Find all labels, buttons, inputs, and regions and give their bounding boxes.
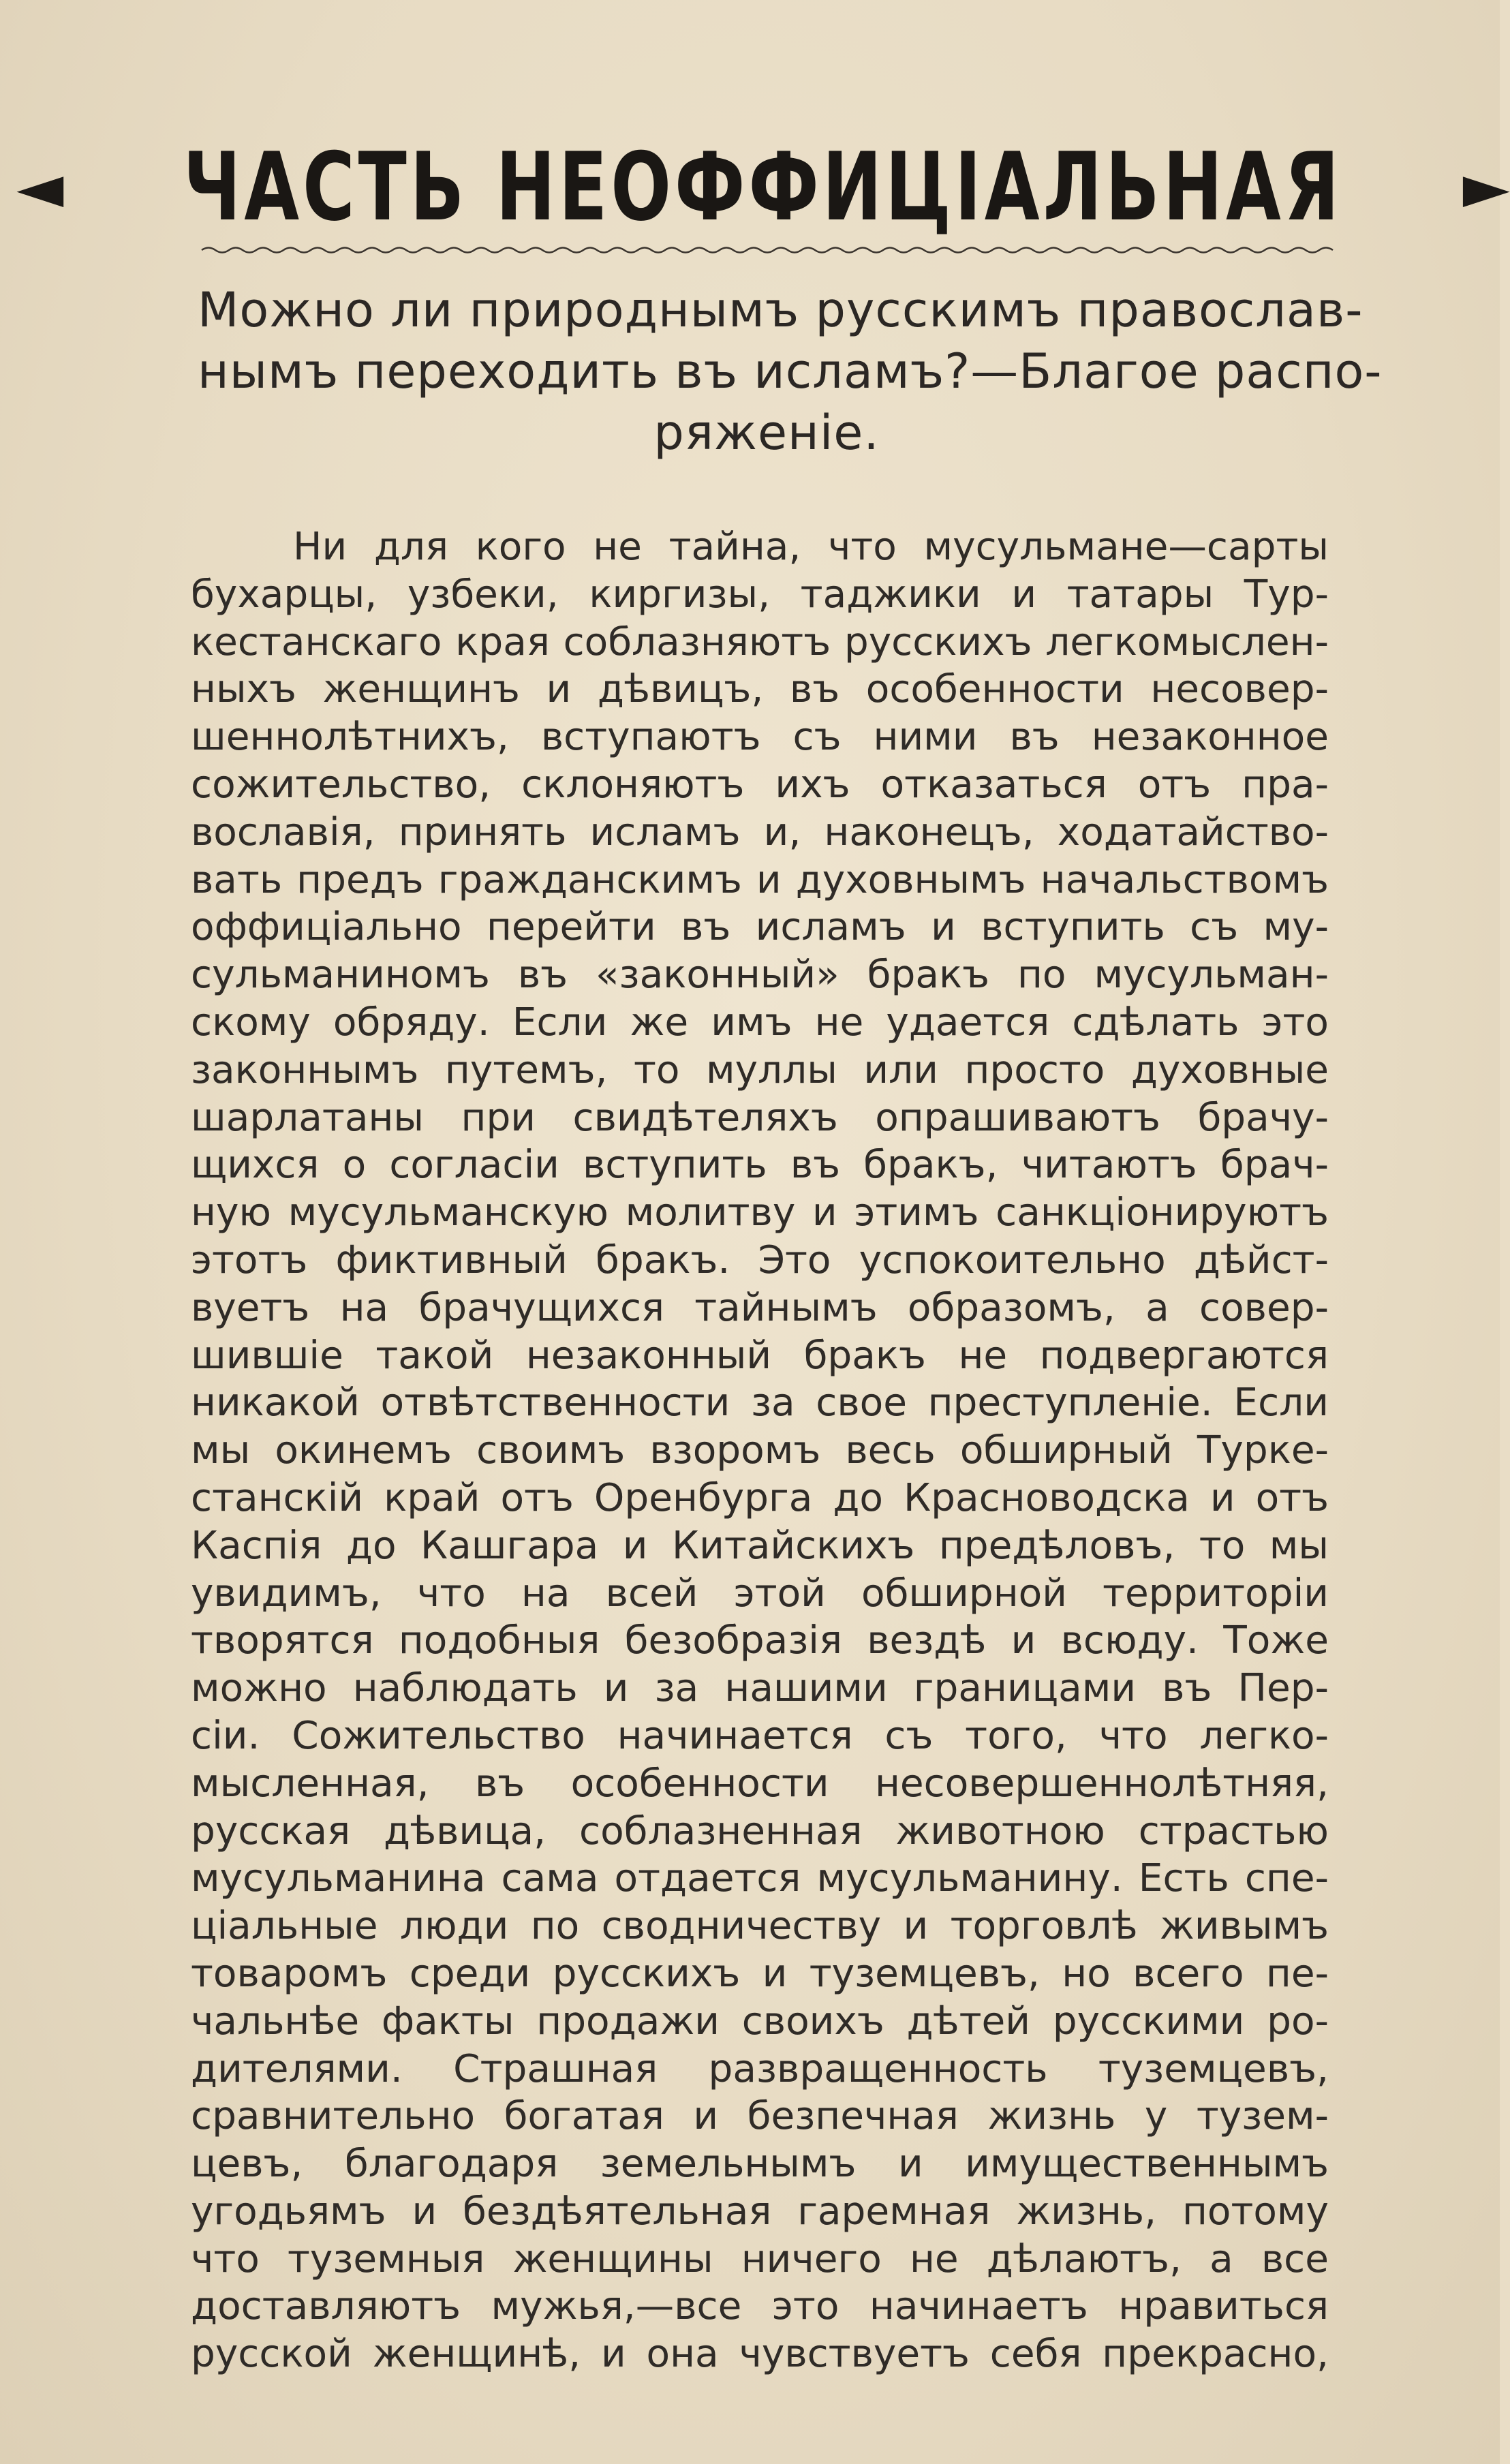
body-line: оффиціально перейти въ исламъ и вступить съ му-	[191, 905, 1329, 950]
body-line: законнымъ путемъ, то муллы или просто духовные	[191, 1047, 1329, 1092]
article-heading	[198, 279, 1383, 463]
body-line: шарлатаны при свидѣтеляхъ опрашиваютъ брачу-	[191, 1095, 1329, 1140]
body-line: сіи. Сожительство начинается съ того, что легко-	[191, 1713, 1329, 1758]
body-line: щихся о согласіи вступить въ бракъ, читаютъ брач-	[191, 1143, 1329, 1188]
body-line: Каспія до Кашгара и Китайскихъ предѣловъ, то мы	[191, 1523, 1329, 1568]
body-line: чальнѣе факты продажи своихъ дѣтей русскими ро-	[191, 1999, 1329, 2044]
heading-line: ряженіе.	[653, 405, 880, 461]
body-line: сожительство, склоняютъ ихъ отказаться отъ пра-	[191, 762, 1329, 807]
article-body	[191, 523, 1329, 2378]
heading-line: Можно ли природнымъ русскимъ православ-	[198, 282, 1363, 338]
body-line: кестанскаго края соблазняютъ русскихъ легкомыслен-	[191, 619, 1329, 664]
body-line: мысленная, въ особенности несовершеннолѣтняя,	[191, 1761, 1329, 1806]
wavy-divider-icon	[202, 244, 1333, 256]
body-line: сравнительно богатая и безпечная жизнь у тузем-	[191, 2094, 1329, 2139]
body-line: ную мусульманскую молитву и этимъ санкціонируютъ	[191, 1190, 1329, 1235]
section-header	[16, 132, 1510, 242]
body-line: вославія, принять исламъ и, наконецъ, ходатайство-	[191, 810, 1329, 854]
body-line: творятся подобныя безобразія вездѣ и всюду. Тоже	[191, 1618, 1329, 1663]
body-line: русской женщинѣ, и она чувствуетъ себя прекрасно,	[191, 2332, 1329, 2377]
body-line: доставляютъ мужья,—все это начинаетъ нравиться	[191, 2284, 1329, 2329]
body-line: угодьямъ и бездѣятельная гаремная жизнь, потому	[191, 2189, 1329, 2234]
body-line: скому обряду. Если же имъ не удается сдѣлать это	[191, 1000, 1329, 1045]
body-line: бухарцы, узбеки, киргизы, таджики и татары Тур-	[191, 572, 1329, 617]
right-ornament-icon: ►	[1462, 151, 1510, 223]
body-line: вуетъ на брачущихся тайнымъ образомъ, а совер-	[191, 1285, 1329, 1330]
body-line: ціальные люди по сводничеству и торговлѣ живымъ	[191, 1904, 1329, 1949]
body-line: вать предъ гражданскимъ и духовнымъ начальствомъ	[191, 857, 1329, 902]
body-line: шеннолѣтнихъ, вступаютъ съ ними въ незаконное	[191, 715, 1329, 760]
body-line: увидимъ, что на всей этой обширной территоріи	[191, 1571, 1329, 1616]
body-line: товаромъ среди русскихъ и туземцевъ, но всего пе-	[191, 1951, 1329, 1996]
body-line: ныхъ женщинъ и дѣвицъ, въ особенности несовер-	[191, 667, 1329, 712]
body-line: мусульманина сама отдается мусульманину. Есть спе-	[191, 1856, 1329, 1901]
body-line: никакой отвѣтственности за свое преступленіе. Если	[191, 1381, 1329, 1426]
body-line: русская дѣвица, соблазненная животною страстью	[191, 1808, 1329, 1853]
body-line: станскій край отъ Оренбурга до Красноводска и отъ	[191, 1475, 1329, 1520]
body-line: дителями. Страшная развращенность туземцевъ,	[191, 2046, 1329, 2091]
heading-line: нымъ переходить въ исламъ?—Благое распо-	[198, 343, 1383, 399]
body-line: Ни для кого не тайна, что мусульмане—сарты	[293, 525, 1329, 569]
body-line: можно наблюдать и за нашими границами въ Пер-	[191, 1666, 1329, 1711]
decorative-rule	[202, 244, 1333, 256]
body-line: что туземныя женщины ничего не дѣлаютъ, а все	[191, 2236, 1329, 2281]
body-line: мы окинемъ своимъ взоромъ весь обширный Турке-	[191, 1428, 1329, 1473]
left-ornament-icon: ◄	[16, 151, 64, 223]
body-line: цевъ, благодаря земельнымъ и имущественнымъ	[191, 2142, 1329, 2187]
section-title: ЧАСТЬ НЕОФФИЦІАЛЬНАЯ	[183, 132, 1343, 242]
body-line: сульманиномъ въ «законный» бракъ по мусульман-	[191, 953, 1329, 998]
body-line: этотъ фиктивный бракъ. Это успокоительно дѣйст-	[191, 1237, 1329, 1282]
body-line: шившіе такой незаконный бракъ не подвергаются	[191, 1333, 1329, 1378]
